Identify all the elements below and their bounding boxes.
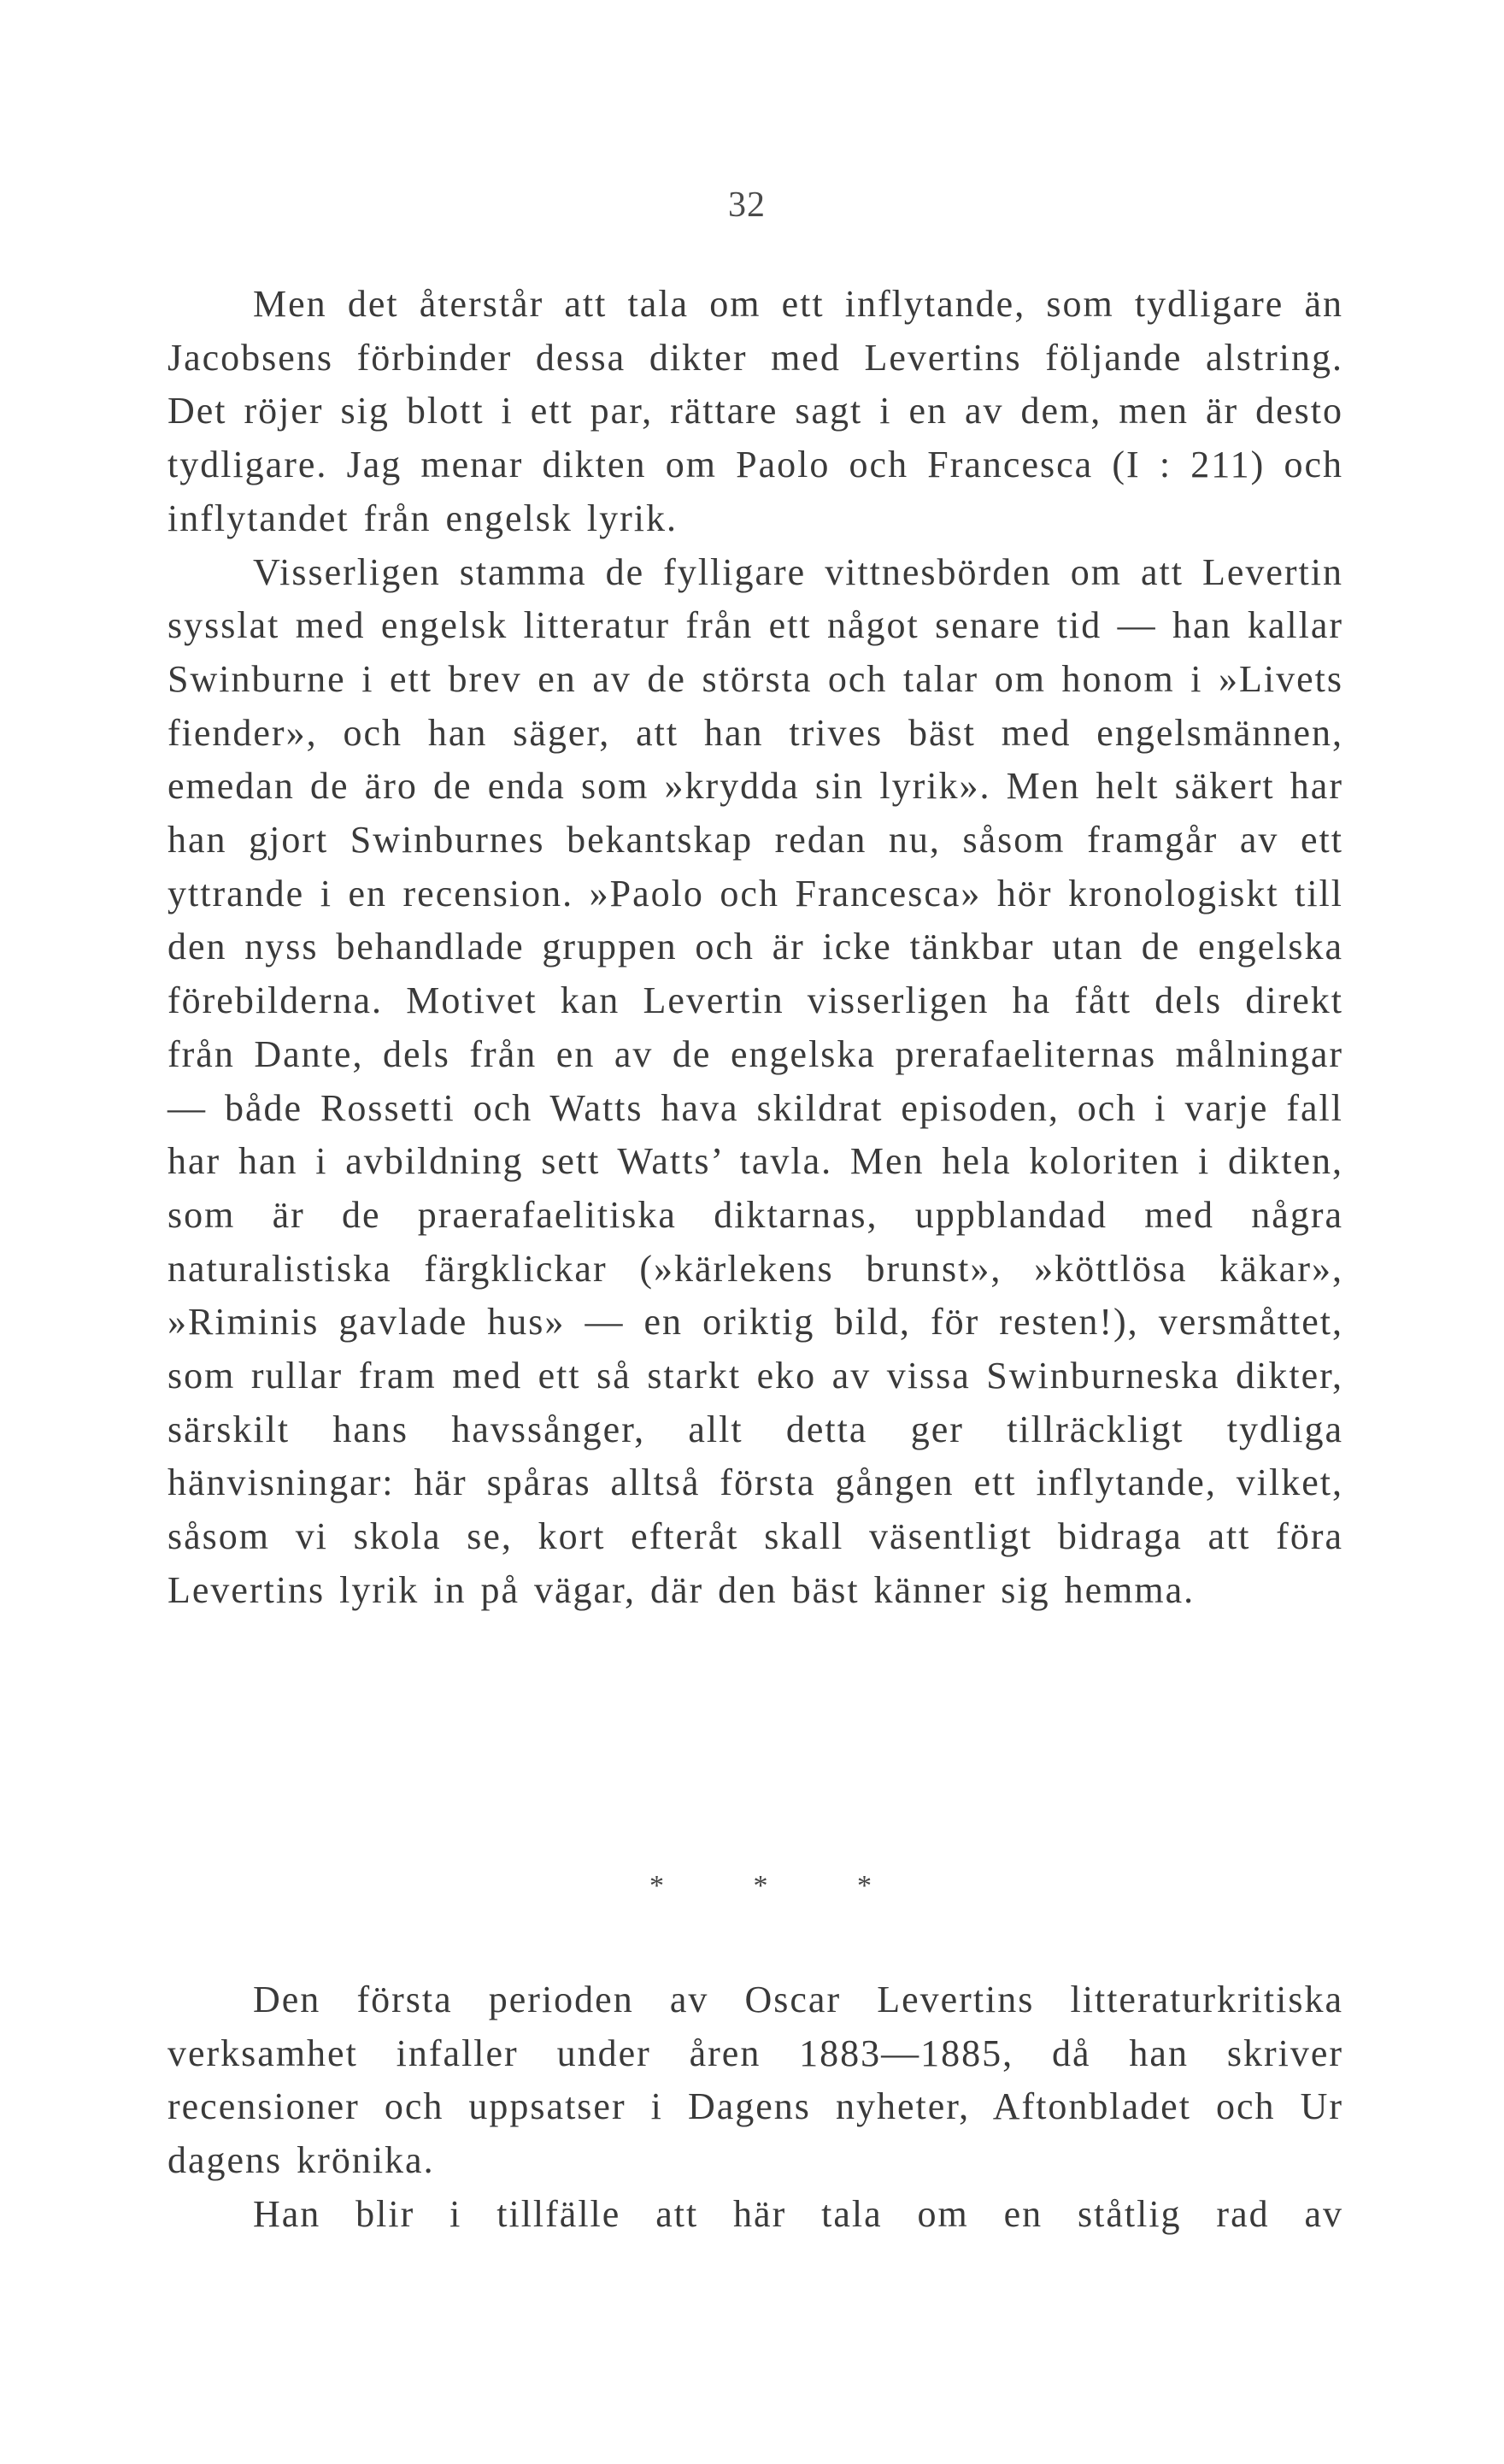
page-number: 32 [728, 185, 766, 225]
paragraph-2: Visserligen stamma de fylligare vittnesbörden om att Levertin sysslat med engelsk litteratur från ett något senare tid — han kallar Swinburne i ett brev en av de största och talar om honom i »Livets fiender», och han säger, att han trives bäst med engelsmännen, emedan de äro de enda som »krydda sin lyrik». Men helt säkert har han gjort Swinburnes bekantskap redan nu, såsom framgår av ett yttrande i en recension. »Paolo och Francesca» hör kronologiskt till den nyss behandlade gruppen och är icke tänkbar utan de engelska förebilderna. Motivet kan Levertin visserligen ha fått dels direkt från Dante, dels från en av de engelska prerafaeliternas målningar — både Rossetti och Watts hava skildrat episoden, och i varje fall har han i avbildning sett Watts’ tavla. Men hela koloriten i dikten, som är de praerafaelitiska diktarnas, uppblandad med några naturalistiska färgklickar (»kärlekens brunst», »köttlösa käkar», »Riminis gavlade hus» — en oriktig bild, för resten!), versmåttet, som rullar fram med ett så starkt eko av vissa Swinburneska dikter, särskilt hans havssånger, allt detta ger tillräckligt tydliga hänvisningar: här spåras alltså första gången ett inflytande, vilket, såsom vi skola se, kort efteråt skall väsentligt bidraga att föra Levertins lyrik in på vägar, där den bäst känner sig hemma. [167, 550, 1343, 1611]
section-separator [649, 1870, 872, 1902]
paragraph-4: Han blir i tillfälle att här tala om en ståtlig rad av [253, 2192, 1343, 2235]
paragraph-3: Den första perioden av Oscar Levertins litteraturkritiska verksamhet infaller under åren 1883—1885, då han skriver recensioner och uppsatser i Dagens nyheter, Aftonbladet och Ur dagens krönika. [167, 1979, 1343, 2182]
section-1-body [167, 278, 1343, 1618]
separator-asterisk: * [857, 1870, 872, 1902]
paragraph-1: Men det återstår att tala om ett inflytande, som tydligare än Jacobsens förbinder dessa dikter med Levertins följande alstring. Det röjer sig blott i ett par, rättare sagt i en av dem, men är desto tydligare. Jag menar dikten om Paolo och Francesca (I : 211) och inflytandet från engelsk lyrik. [167, 283, 1343, 539]
separator-asterisk: * [753, 1870, 768, 1902]
section-2-body [167, 1973, 1343, 2242]
separator-asterisk: * [649, 1870, 664, 1902]
